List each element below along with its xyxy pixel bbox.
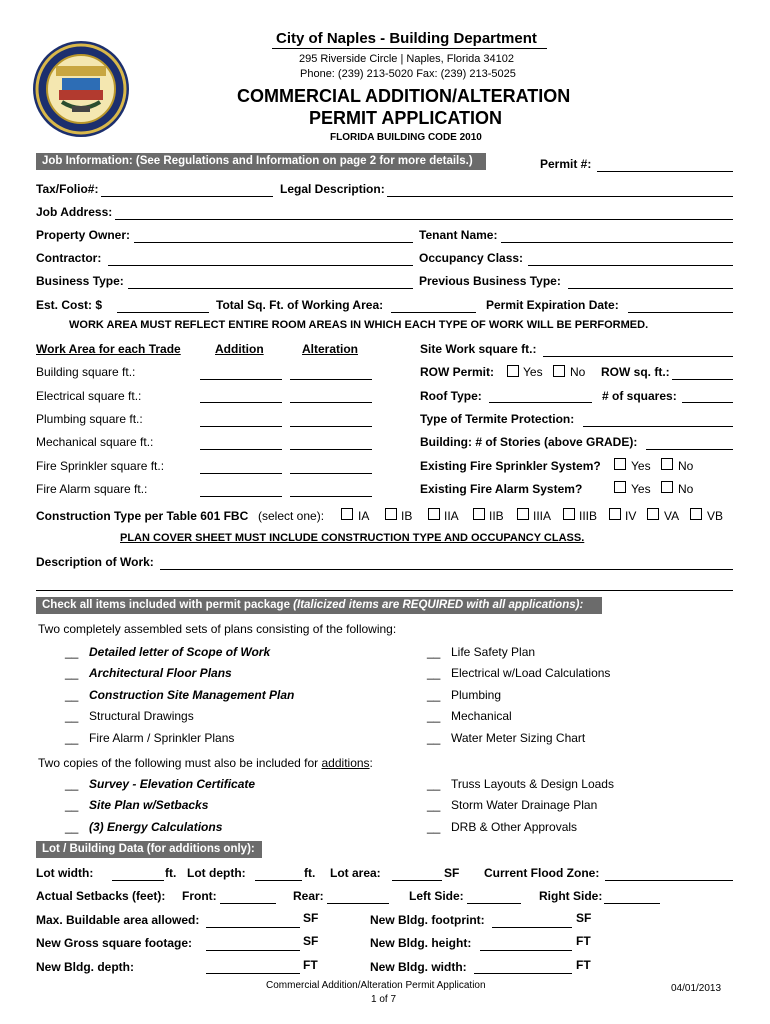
truss-item: Truss Layouts & Design Loads bbox=[451, 777, 614, 791]
new-width-unit: FT bbox=[576, 958, 591, 972]
life-safety-item: Life Safety Plan bbox=[451, 645, 536, 659]
permit-field[interactable] bbox=[597, 171, 733, 172]
department-title: City of Naples - Building Department bbox=[276, 30, 537, 47]
new-height-unit: FT bbox=[576, 934, 591, 948]
total-sqft-field[interactable] bbox=[391, 312, 476, 313]
work-area-col-header: Work Area for each Trade bbox=[36, 342, 181, 356]
type-vb-label: VB bbox=[707, 509, 724, 523]
est-cost-label: Est. Cost: $ bbox=[36, 298, 103, 312]
flood-zone-label: Current Flood Zone: bbox=[484, 866, 600, 880]
checklist-bar-text: Check all items included with permit package bbox=[42, 599, 294, 611]
scope-letter-item: Detailed letter of Scope of Work bbox=[89, 645, 271, 659]
type-iib-checkbox[interactable] bbox=[473, 508, 485, 520]
max-buildable-unit: SF bbox=[303, 911, 319, 925]
additions-intro bbox=[38, 756, 373, 770]
tenant-field[interactable] bbox=[501, 242, 733, 243]
energy-calc-item: (3) Energy Calculations bbox=[89, 820, 223, 834]
sprinkler-no-checkbox[interactable] bbox=[661, 458, 673, 470]
flood-zone-field[interactable] bbox=[605, 880, 733, 881]
business-type-label: Business Type: bbox=[36, 274, 124, 288]
floor-plans-item: Architectural Floor Plans bbox=[89, 666, 232, 680]
form-title-2: PERMIT APPLICATION bbox=[309, 108, 502, 128]
check-blank[interactable]: __ bbox=[65, 688, 79, 702]
construction-type-label: Construction Type per Table 601 FBC bbox=[36, 509, 249, 523]
alarm-alteration-field[interactable] bbox=[290, 496, 372, 497]
structural-item: Structural Drawings bbox=[89, 709, 194, 723]
roof-type-label: Roof Type: bbox=[420, 389, 482, 403]
gross-sqft-field[interactable] bbox=[206, 950, 300, 951]
gross-sqft-unit: SF bbox=[303, 934, 319, 948]
mechanical-item: Mechanical bbox=[451, 709, 512, 723]
type-ia-label: IA bbox=[358, 509, 370, 523]
check-blank[interactable]: __ bbox=[65, 709, 79, 723]
revision-date: 04/01/2013 bbox=[671, 983, 722, 994]
new-width-label: New Bldg. width: bbox=[370, 960, 467, 974]
type-iiib-label: IIIB bbox=[579, 509, 598, 523]
new-depth-label: New Bldg. depth: bbox=[36, 960, 134, 974]
tenant-label: Tenant Name: bbox=[419, 228, 498, 242]
description-label: Description of Work: bbox=[36, 555, 154, 569]
lot-data-bar: Lot / Building Data (for additions only): bbox=[36, 841, 262, 858]
max-buildable-label: Max. Buildable area allowed: bbox=[36, 913, 200, 927]
row-permit-label: ROW Permit: bbox=[420, 365, 495, 379]
storm-water-item: Storm Water Drainage Plan bbox=[451, 798, 598, 812]
survey-item: Survey - Elevation Certificate bbox=[89, 777, 256, 791]
permit-label: Permit #: bbox=[540, 157, 592, 171]
type-ib-checkbox[interactable] bbox=[385, 508, 397, 520]
lot-width-field[interactable] bbox=[112, 880, 164, 881]
occupancy-field[interactable] bbox=[528, 265, 733, 266]
sprinkler-yes-checkbox[interactable] bbox=[614, 458, 626, 470]
plumbing-addition-field[interactable] bbox=[200, 426, 282, 427]
lot-area-label: Lot area: bbox=[330, 866, 381, 880]
electrical-addition-field[interactable] bbox=[200, 402, 282, 403]
footer-title: Commercial Addition/Alteration Permit Application bbox=[266, 980, 486, 991]
type-iv-checkbox[interactable] bbox=[609, 508, 621, 520]
building-code: FLORIDA BUILDING CODE 2010 bbox=[330, 132, 482, 143]
check-blank[interactable]: __ bbox=[427, 709, 441, 723]
job-address-label: Job Address: bbox=[36, 205, 113, 219]
alarm-yes-checkbox[interactable] bbox=[614, 481, 626, 493]
type-ia-checkbox[interactable] bbox=[341, 508, 353, 520]
termite-label: Type of Termite Protection: bbox=[420, 412, 575, 426]
sprinkler-addition-field[interactable] bbox=[200, 473, 282, 474]
job-address-field[interactable] bbox=[115, 219, 733, 220]
fire-plans-item: Fire Alarm / Sprinkler Plans bbox=[89, 731, 235, 745]
title-underline bbox=[272, 48, 547, 49]
est-cost-field[interactable] bbox=[117, 312, 209, 313]
mechanical-sqft-label: Mechanical square ft.: bbox=[36, 435, 154, 449]
plumbing-alteration-field[interactable] bbox=[290, 426, 372, 427]
row-sqft-label: ROW sq. ft.: bbox=[601, 365, 670, 379]
alarm-addition-field[interactable] bbox=[200, 496, 282, 497]
squares-field[interactable] bbox=[682, 402, 733, 403]
prev-business-label: Previous Business Type: bbox=[419, 274, 561, 288]
row-permit-yes-checkbox[interactable] bbox=[507, 365, 519, 377]
page-number: 1 of 7 bbox=[371, 994, 397, 1005]
max-buildable-field[interactable] bbox=[206, 927, 300, 928]
row-yes-label: Yes bbox=[523, 365, 543, 379]
check-blank[interactable]: __ bbox=[427, 645, 441, 659]
tax-folio-label: Tax/Folio#: bbox=[36, 182, 99, 196]
new-footprint-field[interactable] bbox=[492, 927, 572, 928]
front-field[interactable] bbox=[220, 903, 276, 904]
squares-label: # of squares: bbox=[602, 389, 677, 403]
plumbing-item: Plumbing bbox=[451, 688, 502, 702]
check-blank[interactable]: __ bbox=[427, 666, 441, 680]
expiration-field[interactable] bbox=[628, 312, 733, 313]
sprinkler-yes-label: Yes bbox=[631, 459, 651, 473]
left-side-label: Left Side: bbox=[409, 889, 464, 903]
drb-item: DRB & Other Approvals bbox=[451, 820, 578, 834]
department-phone: Phone: (239) 213-5020 Fax: (239) 213-5025 bbox=[300, 68, 516, 80]
check-blank[interactable]: __ bbox=[65, 645, 79, 659]
site-work-field[interactable] bbox=[543, 356, 733, 357]
sprinkler-no-label: No bbox=[678, 459, 694, 473]
new-height-field[interactable] bbox=[480, 950, 572, 951]
lot-depth-unit: ft. bbox=[304, 866, 316, 880]
job-info-bar: Job Information: (See Regulations and Information on page 2 for more details.) bbox=[36, 153, 486, 170]
addition-col-header: Addition bbox=[215, 342, 264, 356]
lot-width-unit: ft. bbox=[165, 866, 177, 880]
plans-intro: Two completely assembled sets of plans consisting of the following: bbox=[38, 622, 397, 636]
rear-label: Rear: bbox=[293, 889, 324, 903]
mechanical-addition-field[interactable] bbox=[200, 449, 282, 450]
occupancy-label: Occupancy Class: bbox=[419, 251, 524, 265]
stories-label: Building: # of Stories (above GRADE): bbox=[420, 435, 638, 449]
mechanical-alteration-field[interactable] bbox=[290, 449, 372, 450]
building-alteration-field[interactable] bbox=[290, 379, 372, 380]
tax-folio-field[interactable] bbox=[101, 196, 273, 197]
new-footprint-unit: SF bbox=[576, 911, 592, 925]
type-iia-label: IIA bbox=[444, 509, 459, 523]
type-iiia-checkbox[interactable] bbox=[517, 508, 529, 520]
lot-area-field[interactable] bbox=[392, 880, 442, 881]
alarm-system-label: Existing Fire Alarm System? bbox=[420, 482, 583, 496]
site-plan-item: Site Plan w/Setbacks bbox=[89, 798, 209, 812]
alarm-no-checkbox[interactable] bbox=[661, 481, 673, 493]
city-seal-logo bbox=[32, 40, 130, 138]
lot-depth-label: Lot depth: bbox=[187, 866, 246, 880]
legal-desc-field[interactable] bbox=[387, 196, 733, 197]
check-blank[interactable]: __ bbox=[65, 798, 79, 812]
row-sqft-field[interactable] bbox=[672, 379, 733, 380]
stories-field[interactable] bbox=[646, 449, 733, 450]
checklist-bar bbox=[36, 597, 602, 614]
description-field-1[interactable] bbox=[160, 569, 733, 570]
new-depth-field[interactable] bbox=[206, 973, 300, 974]
lot-depth-field[interactable] bbox=[255, 880, 302, 881]
type-iiia-label: IIIA bbox=[533, 509, 552, 523]
gross-sqft-label: New Gross square footage: bbox=[36, 936, 193, 950]
property-owner-field[interactable] bbox=[134, 242, 413, 243]
select-one-label: (select one): bbox=[258, 509, 325, 523]
setbacks-label: Actual Setbacks (feet): bbox=[36, 889, 166, 903]
alarm-no-label: No bbox=[678, 482, 694, 496]
additions-word: additions bbox=[321, 756, 370, 770]
water-meter-item: Water Meter Sizing Chart bbox=[451, 731, 586, 745]
type-iv-label: IV bbox=[625, 509, 637, 523]
work-area-note: WORK AREA MUST REFLECT ENTIRE ROOM AREAS IN WHICH EACH TYPE OF WORK WILL BE PERFORMED. bbox=[69, 319, 649, 331]
alteration-col-header: Alteration bbox=[302, 342, 359, 356]
new-footprint-label: New Bldg. footprint: bbox=[370, 913, 485, 927]
prev-business-field[interactable] bbox=[568, 288, 733, 289]
checklist-bar-italic: (Italicized items are REQUIRED with all applications): bbox=[293, 599, 584, 611]
type-vb-checkbox[interactable] bbox=[690, 508, 702, 520]
site-work-label: Site Work square ft.: bbox=[420, 342, 537, 356]
description-field-2[interactable] bbox=[36, 590, 733, 591]
type-iia-checkbox[interactable] bbox=[428, 508, 440, 520]
type-va-checkbox[interactable] bbox=[647, 508, 659, 520]
electrical-sqft-label: Electrical square ft.: bbox=[36, 389, 142, 403]
plumbing-sqft-label: Plumbing square ft.: bbox=[36, 412, 143, 426]
sprinkler-alteration-field[interactable] bbox=[290, 473, 372, 474]
check-blank[interactable]: __ bbox=[427, 688, 441, 702]
new-width-field[interactable] bbox=[474, 973, 572, 974]
contractor-field[interactable] bbox=[108, 265, 413, 266]
check-blank[interactable]: __ bbox=[427, 798, 441, 812]
alarm-sqft-label: Fire Alarm square ft.: bbox=[36, 482, 148, 496]
check-blank[interactable]: __ bbox=[427, 777, 441, 791]
new-height-label: New Bldg. height: bbox=[370, 936, 472, 950]
termite-field[interactable] bbox=[583, 426, 733, 427]
type-va-label: VA bbox=[664, 509, 680, 523]
row-no-label: No bbox=[570, 365, 586, 379]
check-blank[interactable]: __ bbox=[65, 820, 79, 834]
building-sqft-label: Building square ft.: bbox=[36, 365, 136, 379]
sprinkler-sqft-label: Fire Sprinkler square ft.: bbox=[36, 459, 165, 473]
front-label: Front: bbox=[182, 889, 217, 903]
check-blank[interactable]: __ bbox=[427, 731, 441, 745]
type-iiib-checkbox[interactable] bbox=[563, 508, 575, 520]
check-blank[interactable]: __ bbox=[65, 777, 79, 791]
business-type-field[interactable] bbox=[128, 288, 413, 289]
check-blank[interactable]: __ bbox=[427, 820, 441, 834]
additions-intro-text: Two copies of the following must also be included for bbox=[38, 756, 322, 770]
site-management-item: Construction Site Management Plan bbox=[89, 688, 295, 702]
left-side-field[interactable] bbox=[467, 903, 521, 904]
form-title-1: COMMERCIAL ADDITION/ALTERATION bbox=[237, 86, 571, 106]
roof-type-field[interactable] bbox=[489, 402, 592, 403]
additions-colon: : bbox=[369, 756, 373, 770]
department-address: 295 Riverside Circle | Naples, Florida 34102 bbox=[299, 53, 515, 65]
right-side-field[interactable] bbox=[604, 903, 660, 904]
lot-width-label: Lot width: bbox=[36, 866, 94, 880]
right-side-label: Right Side: bbox=[539, 889, 603, 903]
legal-desc-label: Legal Description: bbox=[280, 182, 385, 196]
check-blank[interactable]: __ bbox=[65, 666, 79, 680]
contractor-label: Contractor: bbox=[36, 251, 102, 265]
property-owner-label: Property Owner: bbox=[36, 228, 131, 242]
total-sqft-label: Total Sq. Ft. of Working Area: bbox=[216, 298, 384, 312]
new-depth-unit: FT bbox=[303, 958, 318, 972]
building-addition-field[interactable] bbox=[200, 379, 282, 380]
lot-area-unit: SF bbox=[444, 866, 460, 880]
check-blank[interactable]: __ bbox=[65, 731, 79, 745]
cover-sheet-note: PLAN COVER SHEET MUST INCLUDE CONSTRUCTION TYPE AND OCCUPANCY CLASS. bbox=[120, 532, 585, 544]
rear-field[interactable] bbox=[327, 903, 389, 904]
electrical-load-item: Electrical w/Load Calculations bbox=[451, 666, 611, 680]
type-ib-label: IB bbox=[401, 509, 413, 523]
type-iib-label: IIB bbox=[489, 509, 504, 523]
row-permit-no-checkbox[interactable] bbox=[553, 365, 565, 377]
alarm-yes-label: Yes bbox=[631, 482, 651, 496]
electrical-alteration-field[interactable] bbox=[290, 402, 372, 403]
expiration-label: Permit Expiration Date: bbox=[486, 298, 619, 312]
sprinkler-system-label: Existing Fire Sprinkler System? bbox=[420, 459, 601, 473]
